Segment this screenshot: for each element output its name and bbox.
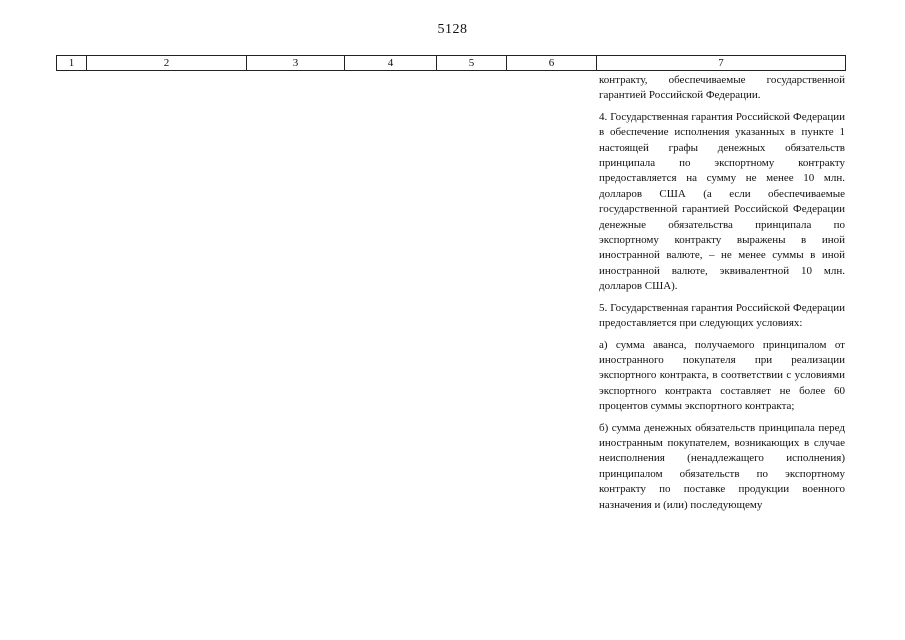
paragraph-5a: а) сумма аванса, получаемого принципалом от иностранного покупателя при реализации экспортного контракта, в соответствии с условиями экспортного контракта составляет не более 60 процентов суммы экспортного контракта; [599,338,845,413]
column-header-row [56,55,846,71]
column-header-1: 1 [57,56,87,70]
paragraph-4: 4. Государственная гарантия Российской Федерации в обеспечение исполнения указанных в пункте 1 настоящей графы денежных обязательств принципала по экспортному контракту предоставляется на сумму не менее 10 млн. долларов США (а если обеспечиваемые государственной гарантией Российской Федерации денежные обязательства принципала по экспортному контракту выражены в иной иностранной валюте, – не менее суммы в иной иностранной валюте, эквивалентной 10 млн. долларов США). [599,110,845,293]
page-number: 5128 [437,22,468,37]
paragraph-continuation: контракту, обеспечиваемые государственной гарантией Российской Федерации. [599,74,845,102]
column-header-4: 4 [345,56,437,70]
column-header-2: 2 [87,56,247,70]
paragraph-5: 5. Государственная гарантия Российской Федерации предоставляется при следующих условиях: [599,301,845,330]
column-header-5: 5 [437,56,507,70]
column-header-7: 7 [718,57,724,69]
column-header-6: 6 [507,56,597,70]
paragraph-5b: б) сумма денежных обязательств принципала перед иностранным покупателем, возникающих в случае неисполнения (ненадлежащего исполнения) принципалом обязательств по экспортному контракту по поставке продукции военного назначения и (или) последующему [599,421,845,511]
column-7-text [599,73,845,519]
column-header-3: 3 [247,56,345,70]
